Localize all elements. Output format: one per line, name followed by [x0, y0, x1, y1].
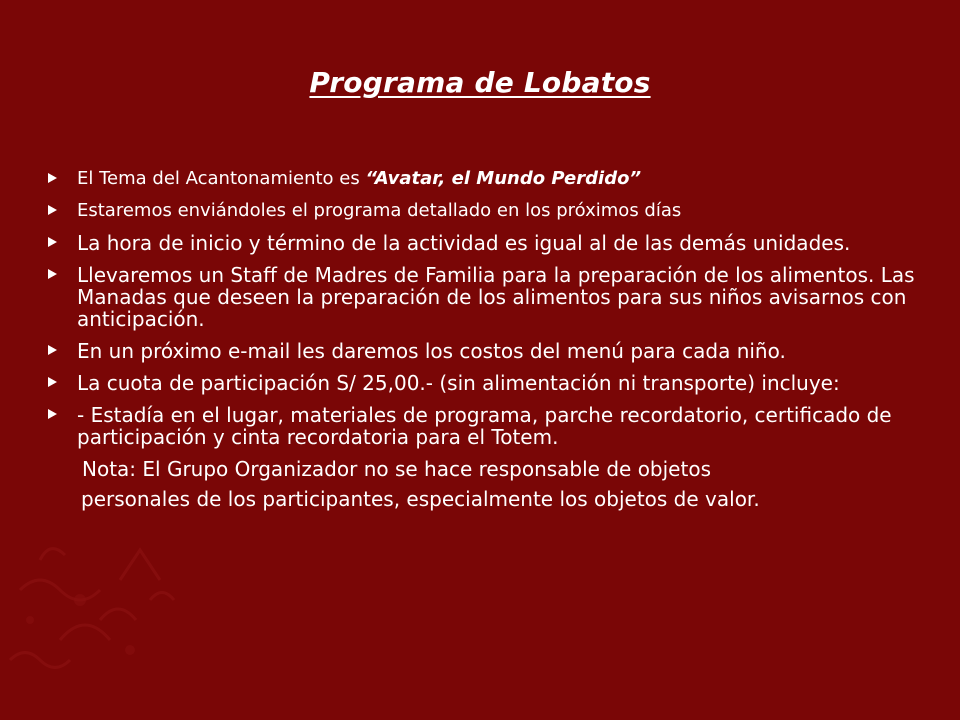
note-line-1: Nota: El Grupo Organizador no se hace responsable de objetos: [82, 457, 711, 481]
bullet-item-staff: [48, 264, 928, 330]
bullet-item-costs: [48, 340, 928, 362]
bullet-text-theme-title: “Avatar, el Mundo Perdido”: [365, 168, 642, 189]
triangle-bullet-icon: [48, 173, 57, 183]
note-line-2: personales de los participantes, especialmente los objetos de valor.: [81, 487, 760, 511]
bullet-text-program: Estaremos enviándoles el programa detallado en los próximos días: [77, 200, 682, 221]
triangle-bullet-icon: [48, 205, 57, 215]
bullet-text-schedule: La hora de inicio y término de la actividad es igual al de las demás unidades.: [77, 231, 851, 255]
triangle-bullet-icon: [48, 269, 57, 279]
bullet-item-fee: [48, 372, 928, 394]
triangle-bullet-icon: [48, 345, 57, 355]
bullet-text-includes: - Estadía en el lugar, materiales de programa, parche recordatorio, certificado de participación y cinta recordatoria para el Totem.: [77, 403, 892, 449]
bullet-item-includes: [48, 404, 928, 448]
triangle-bullet-icon: [48, 237, 57, 247]
bullet-item-program: [48, 200, 928, 222]
bullet-item-theme: [48, 168, 928, 190]
triangle-bullet-icon: [48, 377, 57, 387]
bullet-text-fee: La cuota de participación S/ 25,00.- (sin alimentación ni transporte) incluye:: [77, 371, 840, 395]
triangle-bullet-icon: [48, 409, 57, 419]
slide-title: Programa de Lobatos: [309, 66, 651, 99]
bullet-text-costs: En un próximo e-mail les daremos los costos del menú para cada niño.: [77, 339, 786, 363]
bullet-item-schedule: [48, 232, 928, 254]
bullet-list: [48, 168, 928, 512]
bullet-text-theme-prefix: El Tema del Acantonamiento es: [77, 168, 366, 189]
bullet-text-staff: Llevaremos un Staff de Madres de Familia para la preparación de los alimentos. Las Manadas que deseen la preparación de los alimentos para sus niños avisarnos con anticipación.: [77, 263, 915, 331]
